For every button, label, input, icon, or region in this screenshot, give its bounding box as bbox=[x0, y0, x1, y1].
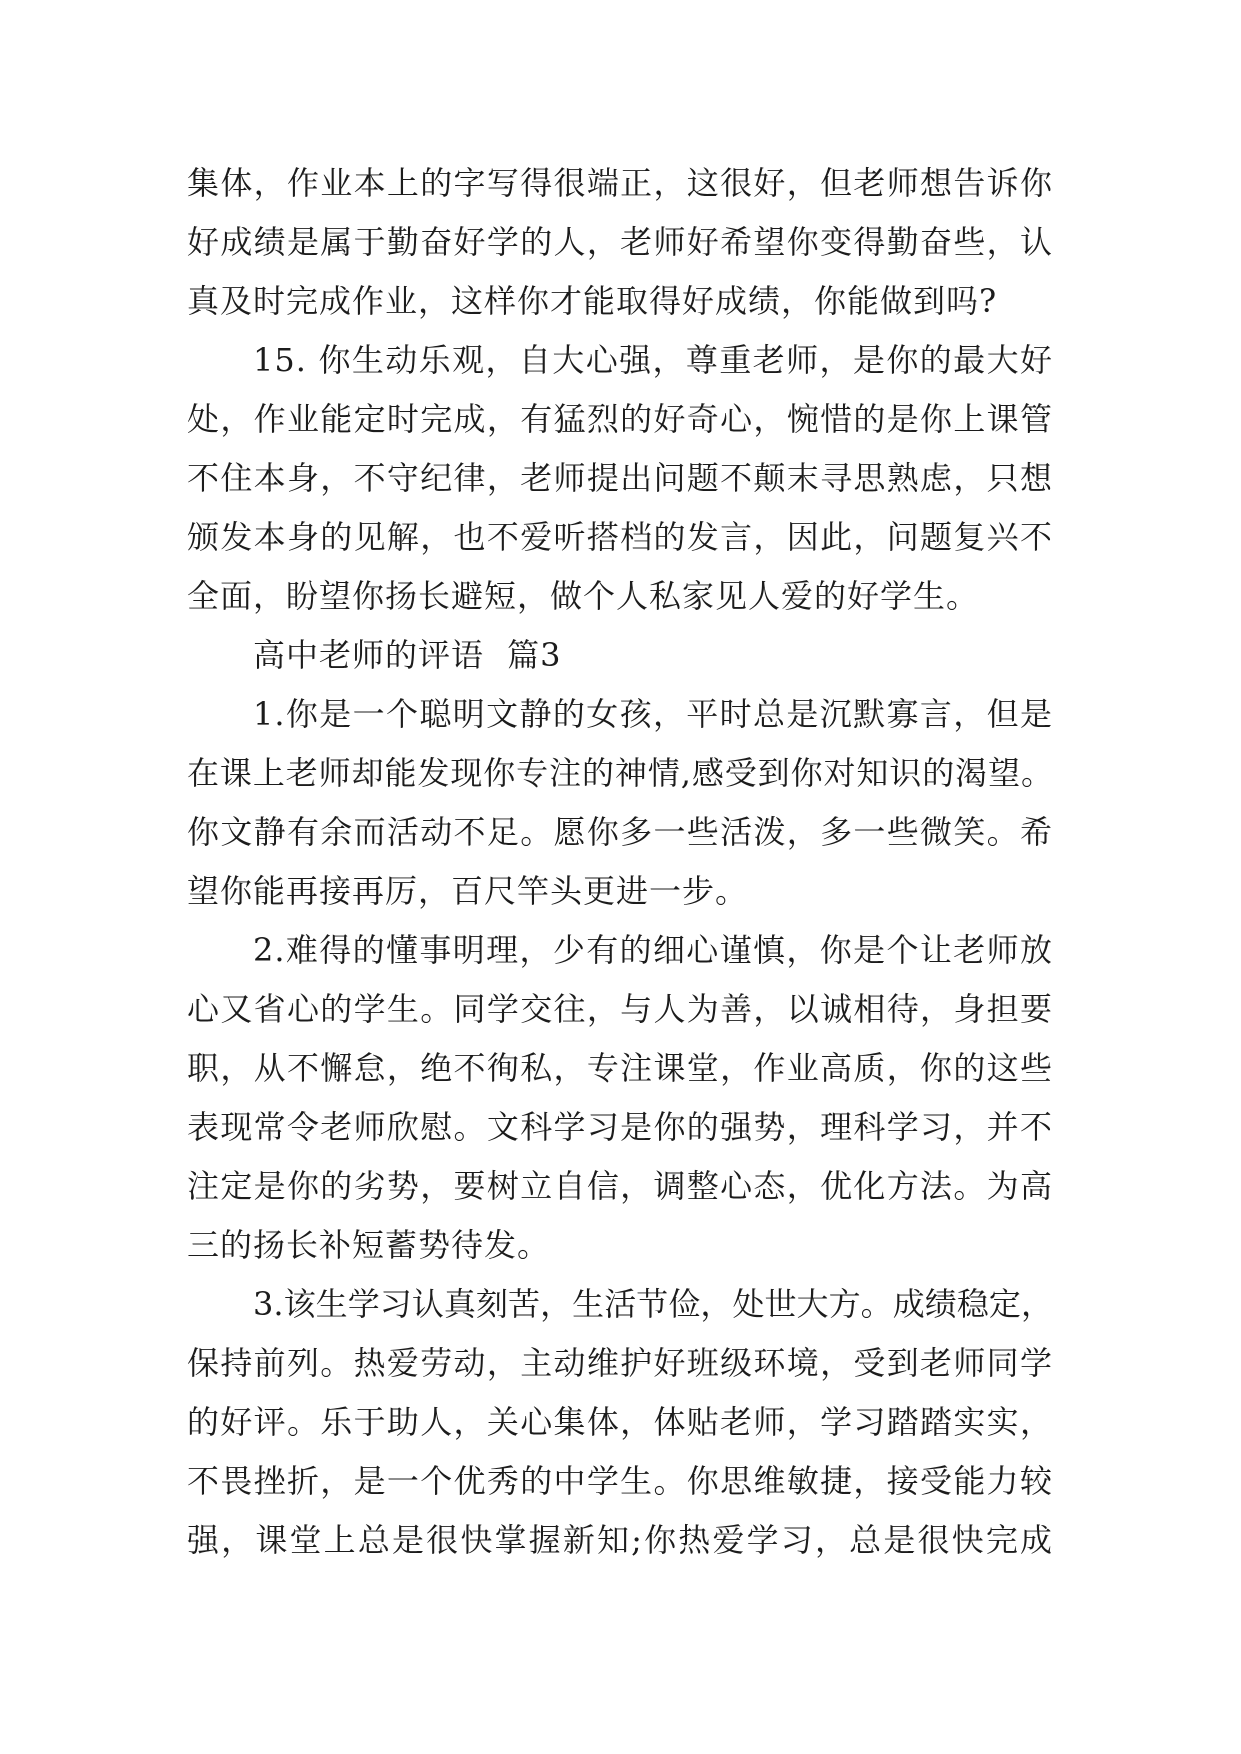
paragraph bbox=[187, 921, 1053, 1275]
text-line: 真及时完成作业，这样你才能取得好成绩，你能做到吗? bbox=[187, 282, 998, 320]
text-line: 表现常令老师欣慰。文科学习是你的强势，理科学习，并不 bbox=[187, 1108, 1053, 1146]
text-line: 不畏挫折，是一个优秀的中学生。你思维敏捷，接受能力较 bbox=[187, 1462, 1053, 1500]
paragraph bbox=[187, 1275, 1053, 1570]
text-line: 15. 你生动乐观，自大心强，尊重老师，是你的最大好 bbox=[253, 341, 1053, 379]
text-line: 好成绩是属于勤奋好学的人，老师好希望你变得勤奋些，认 bbox=[187, 223, 1053, 261]
text-line: 在课上老师却能发现你专注的神情,感受到你对知识的渴望。 bbox=[187, 754, 1053, 792]
text-line: 集体，作业本上的字写得很端正，这很好，但老师想告诉你 bbox=[187, 164, 1053, 202]
text-line: 注定是你的劣势，要树立自信，调整心态，优化方法。为高 bbox=[187, 1167, 1053, 1205]
text-line: 1.你是一个聪明文静的女孩，平时总是沉默寡言，但是 bbox=[253, 695, 1053, 733]
text-line: 强，课堂上总是很快掌握新知;你热爱学习，总是很快完成 bbox=[187, 1521, 1053, 1559]
text-line: 全面，盼望你扬长避短，做个人私家见人爱的好学生。 bbox=[187, 577, 980, 615]
text-line: 处，作业能定时完成，有猛烈的好奇心，惋惜的是你上课管 bbox=[187, 400, 1053, 438]
text-line: 保持前列。热爱劳动，主动维护好班级环境，受到老师同学 bbox=[187, 1344, 1053, 1382]
paragraph bbox=[187, 154, 1053, 331]
paragraph bbox=[187, 685, 1053, 921]
text-line: 3.该生学习认真刻苦，生活节俭，处世大方。成绩稳定， bbox=[253, 1285, 1053, 1323]
text-line: 心又省心的学生。同学交往，与人为善，以诚相待，身担要 bbox=[187, 990, 1053, 1028]
text-line: 你文静有余而活动不足。愿你多一些活泼，多一些微笑。希 bbox=[187, 813, 1053, 851]
text-line: 2.难得的懂事明理，少有的细心谨慎，你是个让老师放 bbox=[253, 931, 1053, 969]
text-line: 不住本身，不守纪律，老师提出问题不颠末寻思熟虑，只想 bbox=[187, 459, 1053, 497]
section-heading: 高中老师的评语 篇3 bbox=[253, 636, 562, 674]
text-line: 望你能再接再厉，百尺竿头更进一步。 bbox=[187, 872, 749, 910]
text-line: 颁发本身的见解，也不爱听搭档的发言，因此，问题复兴不 bbox=[187, 518, 1053, 556]
text-line: 的好评。乐于助人，关心集体，体贴老师，学习踏踏实实， bbox=[187, 1403, 1053, 1441]
text-line: 三的扬长补短蓄势待发。 bbox=[187, 1226, 551, 1264]
text-line: 职，从不懈怠，绝不徇私，专注课堂，作业高质，你的这些 bbox=[187, 1049, 1053, 1087]
page-body bbox=[187, 154, 1053, 1570]
paragraph bbox=[187, 331, 1053, 626]
